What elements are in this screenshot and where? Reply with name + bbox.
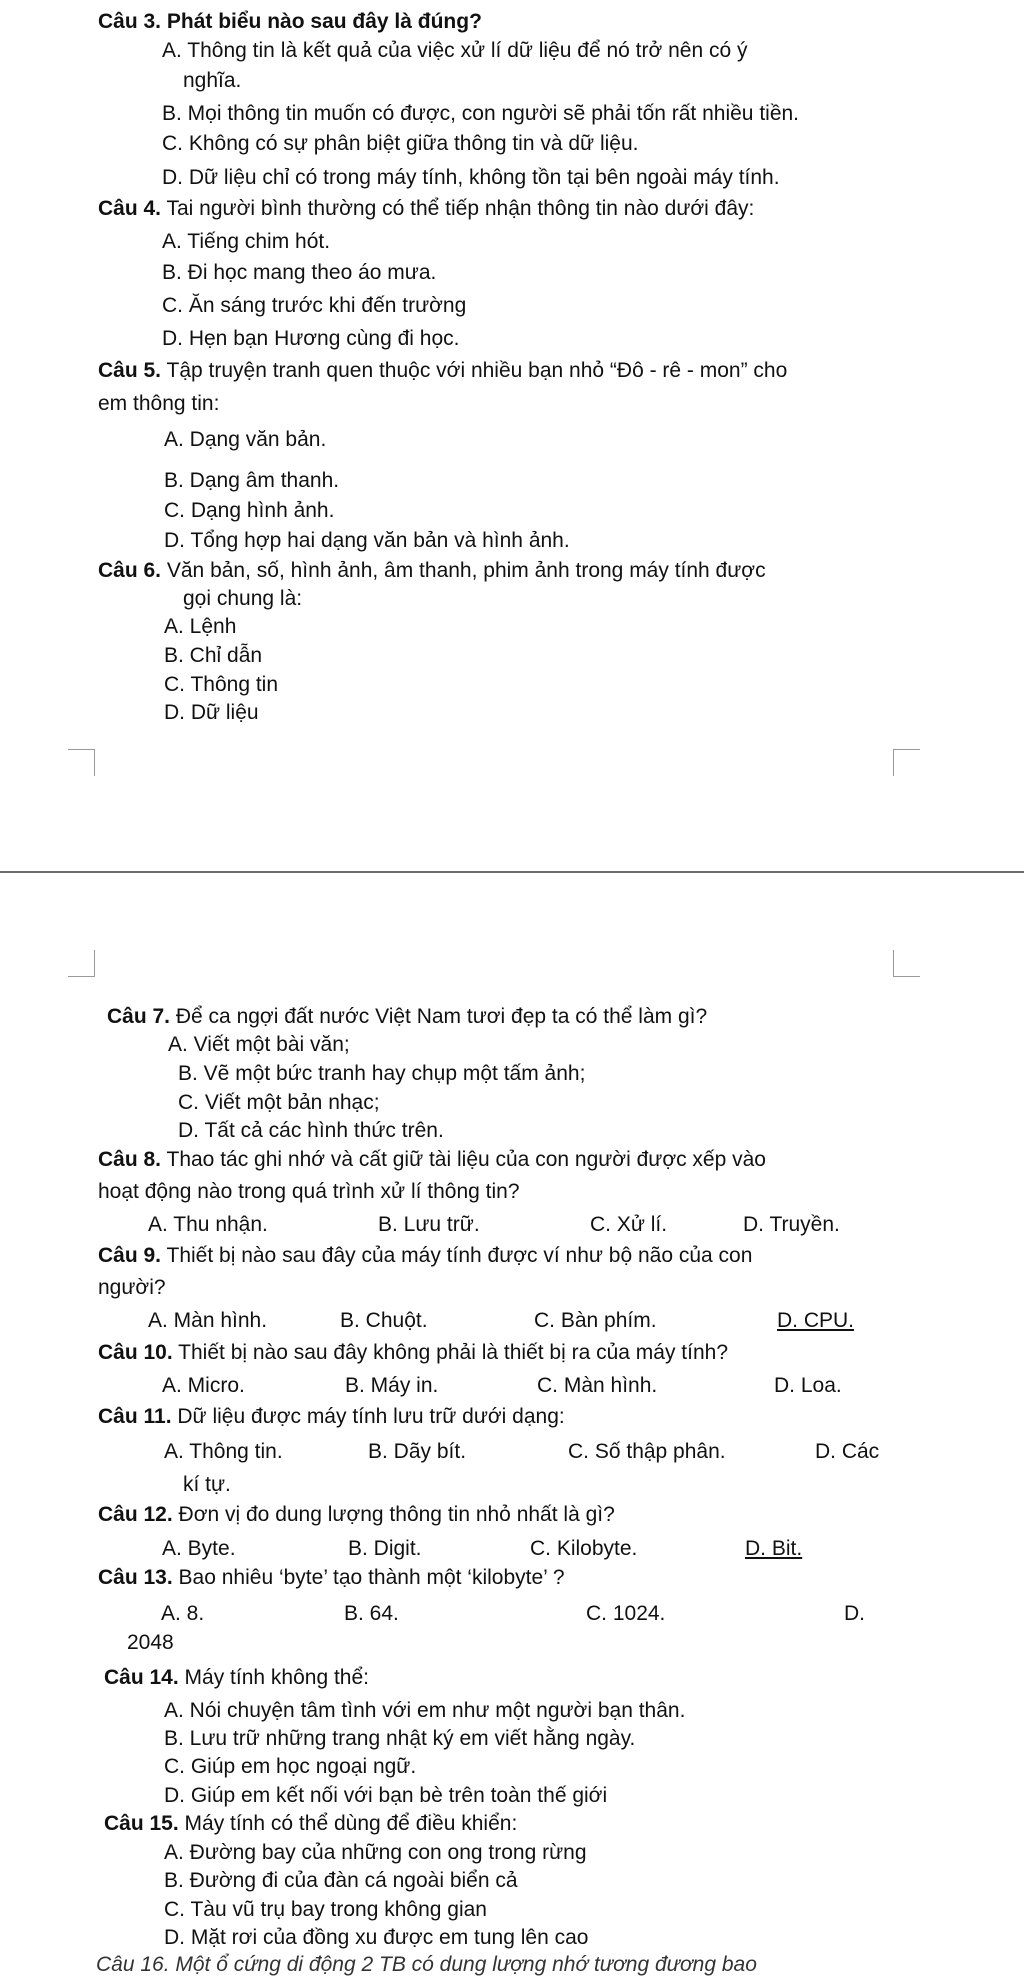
q13-option-b: B. 64.	[344, 1602, 399, 1625]
question-3-text: Phát biểu nào sau đây là đúng?	[166, 10, 482, 33]
question-10-label: Câu 10.	[98, 1341, 173, 1364]
q11-option-d-cont: kí tự.	[183, 1473, 231, 1496]
q11-option-d: D. Các	[815, 1440, 880, 1463]
question-14	[104, 1664, 369, 1692]
q15-option-a: A. Đường bay của những con ong trong rừng	[164, 1841, 587, 1864]
q14-option-d: D. Giúp em kết nối với bạn bè trên toàn thế giới	[164, 1784, 608, 1807]
q4-option-d: D. Hẹn bạn Hương cùng đi học.	[162, 327, 460, 350]
question-13-text: Bao nhiêu ‘byte’ tạo thành một ‘kilobyte’ ?	[178, 1566, 565, 1589]
question-8-text-cont: hoạt động nào trong quá trình xử lí thông tin?	[98, 1180, 520, 1203]
q13-option-a: A. 8.	[161, 1602, 205, 1625]
question-9	[98, 1242, 752, 1270]
q8-option-b: B. Lưu trữ.	[378, 1213, 480, 1236]
question-5-text-cont: em thông tin:	[98, 392, 220, 415]
q7-option-d: D. Tất cả các hình thức trên.	[178, 1119, 444, 1142]
question-12-text: Đơn vị đo dung lượng thông tin nhỏ nhất là gì?	[178, 1503, 615, 1526]
question-6	[98, 557, 766, 585]
crop-mark-bottom-left	[68, 950, 95, 977]
crop-mark-bottom-right	[893, 950, 920, 977]
q11-option-a: A. Thông tin.	[164, 1440, 283, 1463]
q6-option-d: D. Dữ liệu	[164, 701, 259, 724]
question-6-text: Văn bản, số, hình ảnh, âm thanh, phim ảnh trong máy tính được	[166, 559, 766, 582]
question-14-text: Máy tính không thể:	[184, 1666, 369, 1689]
q4-option-c: C. Ăn sáng trước khi đến trường	[162, 294, 467, 317]
q10-option-b: B. Máy in.	[345, 1374, 439, 1397]
q11-option-b: B. Dãy bít.	[368, 1440, 467, 1463]
question-11-label: Câu 11.	[98, 1405, 172, 1428]
q7-option-a: A. Viết một bài văn;	[168, 1033, 350, 1056]
q15-option-b: B. Đường đi của đàn cá ngoài biển cả	[164, 1869, 518, 1892]
q10-option-a: A. Micro.	[162, 1374, 245, 1397]
q3-option-a: A. Thông tin là kết quả của việc xử lí dữ liệu để nó trở nên có ý	[162, 39, 748, 62]
q3-option-a-cont: nghĩa.	[183, 69, 242, 92]
q12-option-a: A. Byte.	[162, 1537, 236, 1560]
q5-option-d: D. Tổng hợp hai dạng văn bản và hình ảnh.	[164, 529, 570, 552]
question-4-label: Câu 4.	[98, 197, 162, 220]
q3-option-c: C. Không có sự phân biệt giữa thông tin và dữ liệu.	[162, 132, 639, 155]
q14-option-c: C. Giúp em học ngoại ngữ.	[164, 1755, 417, 1778]
question-7	[107, 1003, 707, 1031]
q15-option-d: D. Mặt rơi của đồng xu được em tung lên cao	[164, 1926, 589, 1949]
question-4-text: Tai người bình thường có thể tiếp nhận thông tin nào dưới đây:	[166, 197, 755, 220]
question-15-text: Máy tính có thể dùng để điều khiển:	[184, 1812, 518, 1835]
q14-option-a: A. Nói chuyện tâm tình với em như một người bạn thân.	[164, 1699, 686, 1722]
crop-mark-top-right	[893, 749, 920, 776]
q5-option-b: B. Dạng âm thanh.	[164, 469, 340, 492]
q15-option-c: C. Tàu vũ trụ bay trong không gian	[164, 1898, 487, 1921]
question-9-text: Thiết bị nào sau đây của máy tính được ví như bộ não của con	[166, 1244, 753, 1267]
q11-option-c: C. Số thập phân.	[568, 1440, 726, 1463]
q3-option-d: D. Dữ liệu chỉ có trong máy tính, không tồn tại bên ngoài máy tính.	[162, 166, 780, 189]
question-7-text: Để ca ngợi đất nước Việt Nam tươi đẹp ta có thể làm gì?	[175, 1005, 708, 1028]
q3-option-b: B. Mọi thông tin muốn có được, con người sẽ phải tốn rất nhiều tiền.	[162, 102, 800, 125]
question-6-text-cont: gọi chung là:	[183, 587, 303, 610]
question-9-label: Câu 9.	[98, 1244, 162, 1267]
q8-option-c: C. Xử lí.	[590, 1213, 668, 1236]
q8-option-a: A. Thu nhận.	[148, 1213, 268, 1236]
question-12-label: Câu 12.	[98, 1503, 173, 1526]
question-3	[98, 8, 482, 36]
q10-option-c: C. Màn hình.	[537, 1374, 658, 1397]
q12-option-c: C. Kilobyte.	[530, 1537, 638, 1560]
question-13-label: Câu 13.	[98, 1566, 173, 1589]
question-5-text: Tập truyện tranh quen thuộc với nhiều bạn nhỏ “Đô - rê - mon” cho	[166, 359, 788, 382]
q10-option-d: D. Loa.	[774, 1374, 842, 1397]
question-7-label: Câu 7.	[107, 1005, 171, 1028]
q5-option-c: C. Dạng hình ảnh.	[164, 499, 335, 522]
question-5-label: Câu 5.	[98, 359, 162, 382]
q9-option-d: D. CPU.	[777, 1309, 855, 1332]
question-10-text: Thiết bị nào sau đây không phải là thiết bị ra của máy tính?	[178, 1341, 729, 1364]
question-5	[98, 357, 787, 385]
q9-option-a: A. Màn hình.	[148, 1309, 268, 1332]
question-9-text-cont: người?	[98, 1276, 166, 1299]
q6-option-c: C. Thông tin	[164, 673, 279, 696]
question-8	[98, 1146, 766, 1174]
q9-option-c: C. Bàn phím.	[534, 1309, 657, 1332]
q13-option-c: C. 1024.	[586, 1602, 666, 1625]
q8-option-d: D. Truyền.	[743, 1213, 840, 1236]
page-break-rule	[0, 871, 1024, 873]
question-12	[98, 1501, 615, 1529]
q12-option-d: D. Bit.	[745, 1537, 803, 1560]
question-10	[98, 1339, 728, 1367]
question-8-label: Câu 8.	[98, 1148, 162, 1171]
question-14-label: Câu 14.	[104, 1666, 179, 1689]
q7-option-b: B. Vẽ một bức tranh hay chụp một tấm ảnh;	[178, 1062, 586, 1085]
q7-option-c: C. Viết một bản nhạc;	[178, 1091, 380, 1114]
question-11-text: Dữ liệu được máy tính lưu trữ dưới dạng:	[177, 1405, 565, 1428]
q4-option-a: A. Tiếng chim hót.	[162, 230, 331, 253]
question-15-label: Câu 15.	[104, 1812, 179, 1835]
question-16-partial: Câu 16. Một ổ cứng di động 2 TB có dung lượng nhớ tương đương bao	[96, 1953, 757, 1976]
q9-option-b: B. Chuột.	[340, 1309, 428, 1332]
question-13	[98, 1564, 565, 1592]
q13-option-d-cont: 2048	[127, 1631, 174, 1654]
question-4	[98, 195, 754, 223]
q13-option-d: D.	[844, 1602, 865, 1625]
q12-option-b: B. Digit.	[348, 1537, 422, 1560]
question-8-text: Thao tác ghi nhớ và cất giữ tài liệu của con người được xếp vào	[166, 1148, 766, 1171]
q6-option-b: B. Chỉ dẫn	[164, 644, 263, 667]
q14-option-b: B. Lưu trữ những trang nhật ký em viết hằng ngày.	[164, 1727, 636, 1750]
question-11	[98, 1403, 565, 1431]
q5-option-a: A. Dạng văn bản.	[164, 428, 327, 451]
question-15	[104, 1810, 517, 1838]
question-3-label: Câu 3.	[98, 10, 162, 33]
q4-option-b: B. Đi học mang theo áo mưa.	[162, 261, 437, 284]
crop-mark-top-left	[68, 749, 95, 776]
q6-option-a: A. Lệnh	[164, 615, 237, 638]
question-6-label: Câu 6.	[98, 559, 162, 582]
